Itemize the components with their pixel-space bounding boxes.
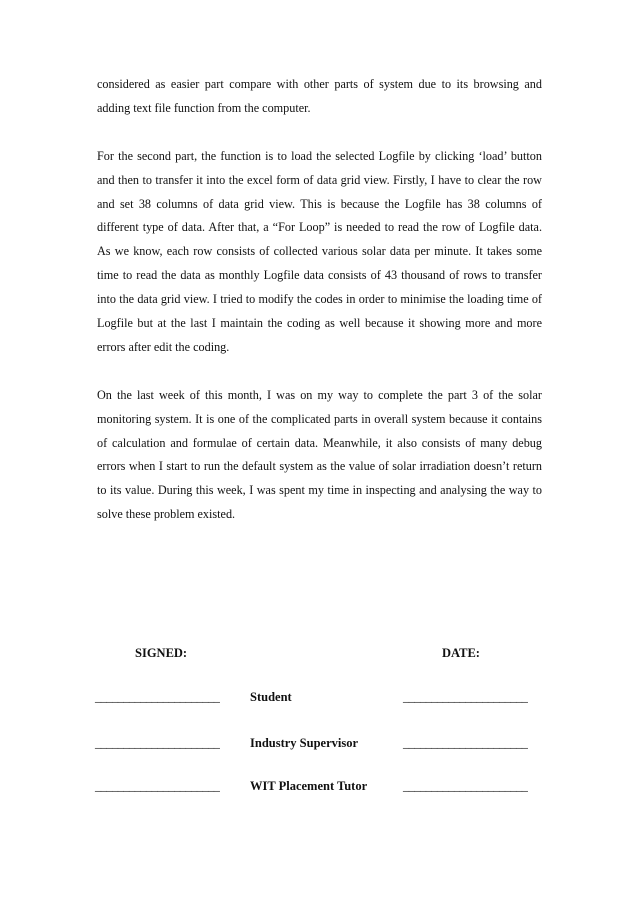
signature-row-student	[0, 690, 638, 710]
date-line: ______________________	[403, 779, 528, 793]
role-student: Student	[250, 690, 292, 704]
report-body	[97, 73, 542, 551]
role-placement-tutor: WIT Placement Tutor	[250, 779, 368, 793]
date-line: ______________________	[403, 736, 528, 750]
paragraph-1: considered as easier part compare with other parts of system due to its browsing and adding text file function from the computer.	[97, 77, 542, 115]
signature-row-industry-supervisor	[0, 736, 638, 756]
signature-line: ______________________	[95, 736, 220, 750]
signed-label: SIGNED:	[135, 646, 188, 660]
signature-line: ______________________	[95, 690, 220, 704]
date-line: ______________________	[403, 690, 528, 704]
paragraph-3: On the last week of this month, I was on my way to complete the part 3 of the solar monitoring system. It is one of the complicated parts in overall system because it contains of calculation and formulae of certain data. Meanwhile, it also consists of many debug errors when I start to run the default system as the value of solar irradiation doesn’t return to its value. During this week, I was spent my time in inspecting and analysing the way to solve these problem existed.	[97, 387, 542, 522]
signature-row-placement-tutor	[0, 779, 638, 799]
signature-line: ______________________	[95, 779, 220, 793]
paragraph-2: For the second part, the function is to load the selected Logfile by clicking ‘load’ button and then to transfer it into the excel form of data grid view. Firstly, I have to clear the row and set 38 columns of data grid view. This is because the Logfile has 38 columns of different type of data. After that, a “For Loop” is needed to read the row of Logfile data. As we know, each row consists of collected various solar data per minute. It takes some time to read the data as monthly Logfile data consists of 43 thousand of rows to transfer into the data grid view. I tried to modify the codes in order to minimise the loading time of Logfile but at the last I maintain the coding as well because it showing more and more errors after edit the coding.	[97, 148, 542, 354]
role-industry-supervisor: Industry Supervisor	[250, 736, 359, 750]
date-label: DATE:	[442, 646, 480, 660]
